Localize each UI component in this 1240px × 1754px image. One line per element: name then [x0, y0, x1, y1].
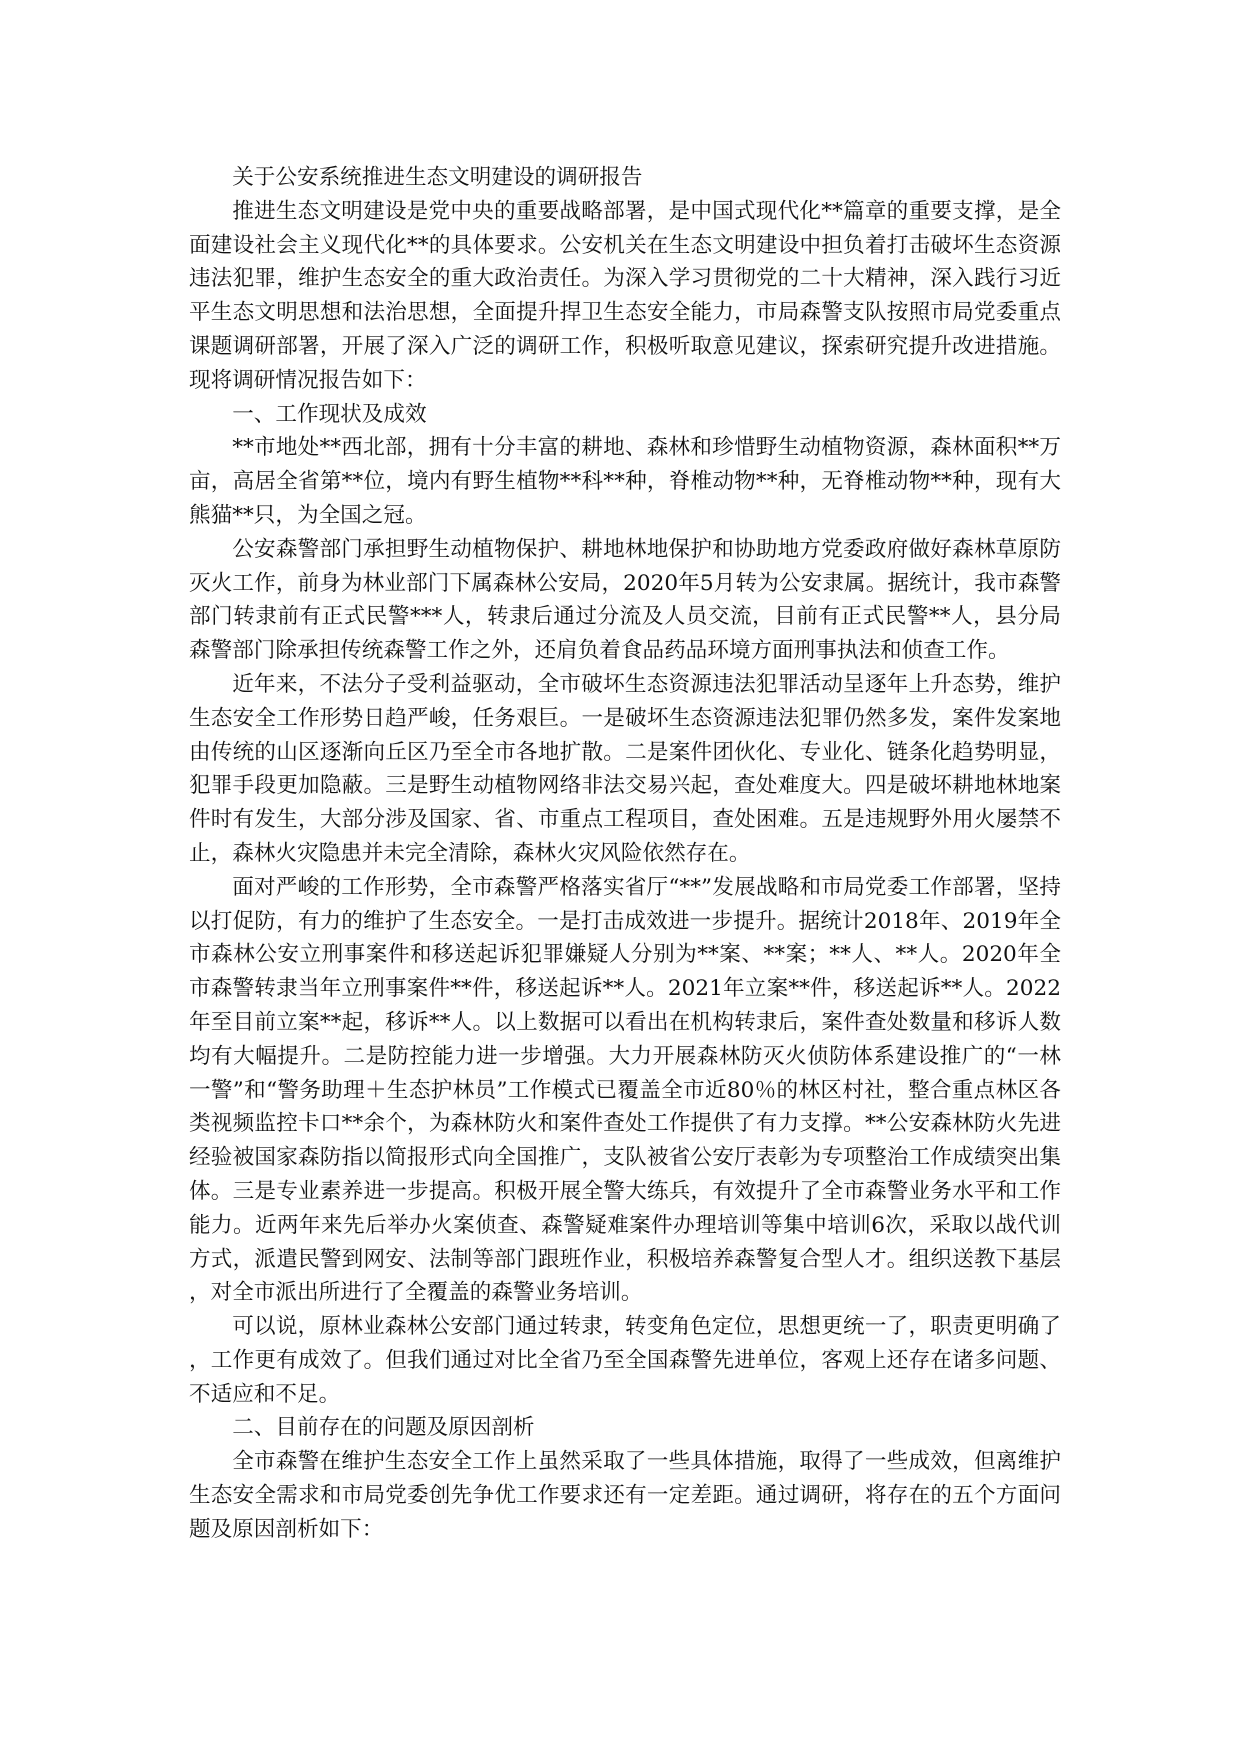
section-1-paragraph-1: **市地处**西北部，拥有十分丰富的耕地、森林和珍惜野生动植物资源，森林面积**万亩，高居全省第**位，境内有野生植物**科**种，脊椎动物**种，无脊椎动物**种，现有大熊猫**只，为全国之冠。	[189, 435, 1061, 528]
section-1-paragraph-3: 近年来，不法分子受利益驱动，全市破坏生态资源违法犯罪活动呈逐年上升态势，维护生态安全工作形势日趋严峻，任务艰巨。一是破坏生态资源违法犯罪仍然多发，案件发案地由传统的山区逐渐向丘区乃至全市各地扩散。二是案件团伙化、专业化、链条化趋势明显，犯罪手段更加隐蔽。三是野生动植物网络非法交易兴起，查处难度大。四是破坏耕地林地案件时有发生，大部分涉及国家、省、市重点工程项目，查处困难。五是违规野外用火屡禁不止，森林火灾隐患并未完全清除，森林火灾风险依然存在。	[189, 671, 1061, 866]
section-1-paragraph-5: 可以说，原林业森林公安部门通过转隶，转变角色定位，思想更统一了，职责更明确了，工作更有成效了。但我们通过对比全省乃至全国森警先进单位，客观上还存在诸多问题、不适应和不足。	[189, 1314, 1061, 1407]
section-1-heading: 一、工作现状及成效	[232, 401, 427, 427]
document-page	[189, 161, 1061, 1547]
section-2-paragraph-1: 全市森警在维护生态安全工作上虽然采取了一些具体措施，取得了一些成效，但离维护生态安全需求和市局党委创先争优工作要求还有一定差距。通过调研，将存在的五个方面问题及原因剖析如下：	[189, 1449, 1061, 1542]
section-1-paragraph-4: 面对严峻的工作形势，全市森警严格落实省厅“**”发展战略和市局党委工作部署，坚持以打促防，有力的维护了生态安全。一是打击成效进一步提升。据统计2018年、2019年全市森林公安立刑事案件和移送起诉犯罪嫌疑人分别为**案、**案；**人、**人。2020年全市森警转隶当年立刑事案件**件，移送起诉**人。2021年立案**件，移送起诉**人。2022年至目前立案**起，移诉**人。以上数据可以看出在机构转隶后，案件查处数量和移诉人数均有大幅提升。二是防控能力进一步增强。大力开展森林防灭火侦防体系建设推广的“一林一警”和“警务助理＋生态护林员”工作模式已覆盖全市近80％的林区村社，整合重点林区各类视频监控卡口**余个，为森林防火和案件查处工作提供了有力支撑。**公安森林防火先进经验被国家森防指以简报形式向全国推广，支队被省公安厅表彰为专项整治工作成绩突出集体。三是专业素养进一步提高。积极开展全警大练兵，有效提升了全市森警业务水平和工作能力。近两年来先后举办火案侦查、森警疑难案件办理培训等集中培训6次，采取以战代训方式，派遣民警到网安、法制等部门跟班作业，积极培养森警复合型人才。组织送教下基层，对全市派出所进行了全覆盖的森警业务培训。	[189, 874, 1061, 1306]
section-1-paragraph-2: 公安森警部门承担野生动植物保护、耕地林地保护和协助地方党委政府做好森林草原防灭火工作，前身为林业部门下属森林公安局，2020年5月转为公安隶属。据统计，我市森警部门转隶前有正式民警***人，转隶后通过分流及人员交流，目前有正式民警**人，县分局森警部门除承担传统森警工作之外，还肩负着食品药品环境方面刑事执法和侦查工作。	[189, 536, 1061, 664]
intro-paragraph: 推进生态文明建设是党中央的重要战略部署，是中国式现代化**篇章的重要支撑，是全面建设社会主义现代化**的具体要求。公安机关在生态文明建设中担负着打击破坏生态资源违法犯罪，维护生态安全的重大政治责任。为深入学习贯彻党的二十大精神，深入践行习近平生态文明思想和法治思想，全面提升捍卫生态安全能力，市局森警支队按照市局党委重点课题调研部署，开展了深入广泛的调研工作，积极听取意见建议，探索研究提升改进措施。现将调研情况报告如下：	[189, 198, 1061, 393]
section-2-heading: 二、目前存在的问题及原因剖析	[232, 1415, 535, 1441]
document-title: 关于公安系统推进生态文明建设的调研报告	[232, 165, 643, 190]
